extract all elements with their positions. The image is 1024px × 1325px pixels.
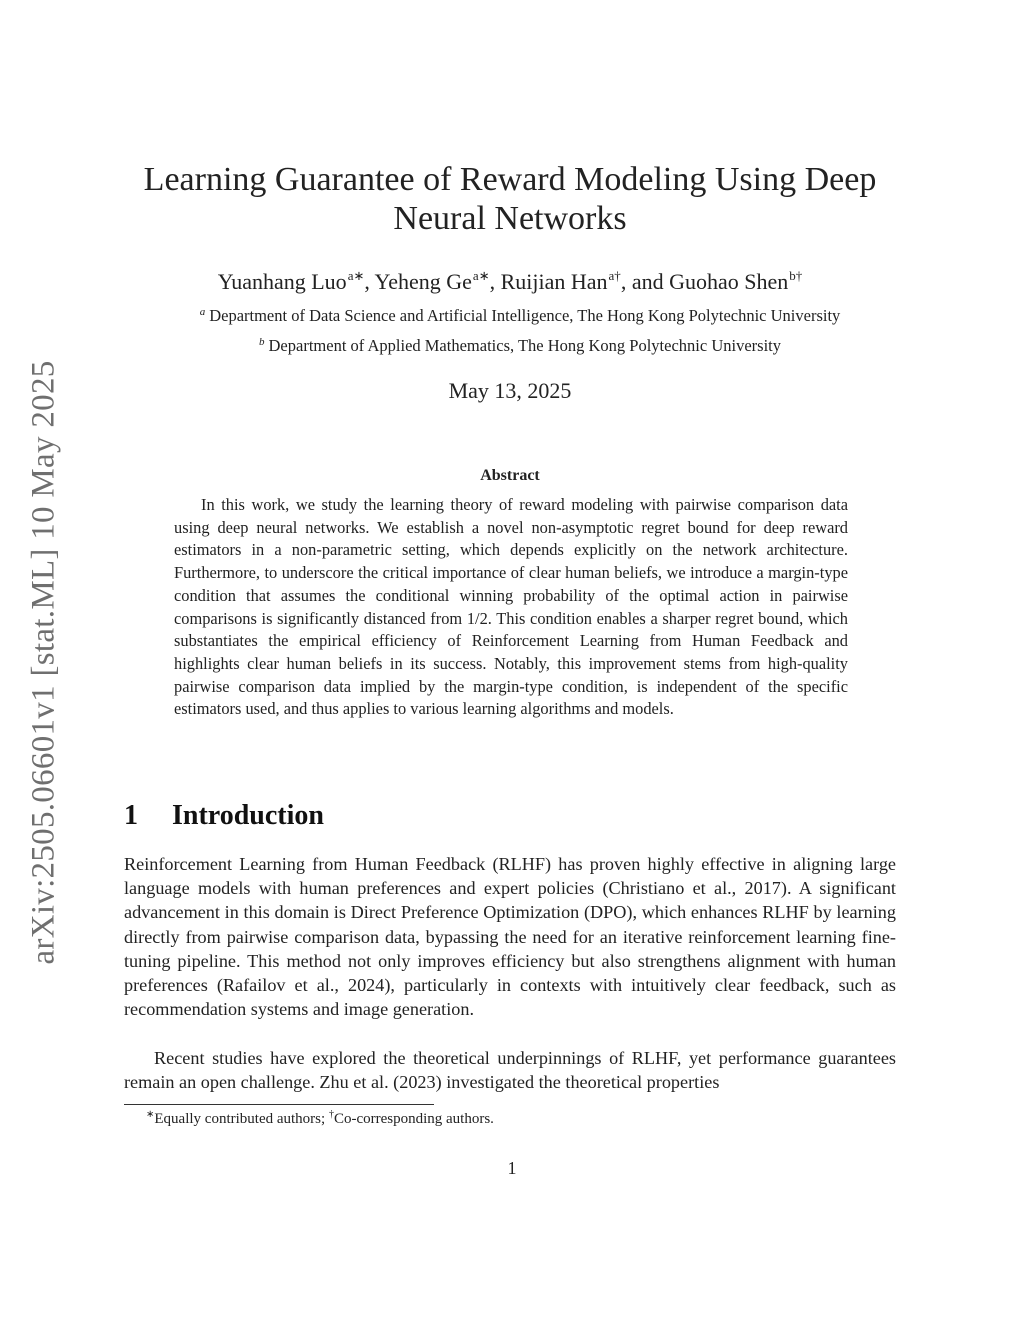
- author: Yuanhang Luo$^{a∗}$,: [217, 268, 375, 294]
- arxiv-stamp: [22, 355, 66, 970]
- title-line-1: Learning Guarantee of Reward Modeling Using Deep: [143, 161, 877, 198]
- paper-title: [120, 160, 900, 238]
- abstract-text: In this work, we study the learning theory of reward modeling with pairwise comparison data using deep neural networks. We establish a novel non-asymptotic regret bound for deep reward estimators in a non-parametric setting, which depends explicitly on the network architecture. Furthermore, to underscore the critical importance of clear human beliefs, we introduce a margin-type condition that assumes the conditional winning probability of the optimal action in pairwise comparisons is significantly distanced from 1/2. This condition enables a sharper regret bound, which substantiates the empirical efficiency of Reinforcement Learning from Human Feedback and highlights clear human beliefs in its success. Notably, this improvement stems from high-quality pairwise comparison data implied by the margin-type condition, is independent of the specific estimators used, and thus applies to various learning algorithms and models.: [174, 495, 848, 719]
- author-list: [120, 268, 900, 295]
- author: Yeheng $Ge^{a∗}$,: [374, 268, 501, 294]
- title-line-2: Neural Networks: [393, 200, 627, 237]
- section-number: 1: [124, 800, 138, 831]
- footnote-divider: [124, 1104, 434, 1105]
- affiliation-b: $^b$ Department of Applied Mathematics, The Hong Kong Polytechnic University: [259, 336, 781, 355]
- footnote: ∗Equally contributed authors; †Co-corresponding authors.: [146, 1109, 494, 1127]
- section-heading: [124, 800, 324, 832]
- intro-paragraph-2: Recent studies have explored the theoretical underpinnings of RLHF, yet performance guarantees remain an open challenge. Zhu et al. (2023) investigated the theoretical properties: [124, 1048, 896, 1093]
- author: Ruijian Han$^{a\dagger}$,: [500, 268, 632, 294]
- abstract-heading: Abstract: [480, 467, 540, 484]
- author: and Guohao Shen$^{b\dagger}$: [631, 268, 803, 294]
- page-number: 1: [507, 1158, 517, 1178]
- paper-date: May 13, 2025: [448, 378, 572, 403]
- intro-paragraph-1: Reinforcement Learning from Human Feedback (RLHF) has proven highly effective in aligning large language models with human preferences and expert policies (Christiano et al., 2017). A significant advancement in this domain is Direct Preference Optimization (DPO), which enhances RLHF by learning directly from pairwise comparison data, bypassing the need for an iterative reinforcement learning fine-tuning pipeline. This method not only improves efficiency but also strengthens alignment with human preferences (Rafailov et al., 2024), particularly in contexts with intuitively clear feedback, such as recommendation systems and image generation.: [124, 854, 896, 1020]
- section-title: Introduction: [172, 800, 324, 831]
- affiliation-a: $^a$ Department of Data Science and Artificial Intelligence, The Hong Kong Polytechnic University: [199, 306, 841, 325]
- arxiv-id[interactable]: arXiv:2505.06601v1 [stat.ML] 10 May 2025: [25, 360, 62, 965]
